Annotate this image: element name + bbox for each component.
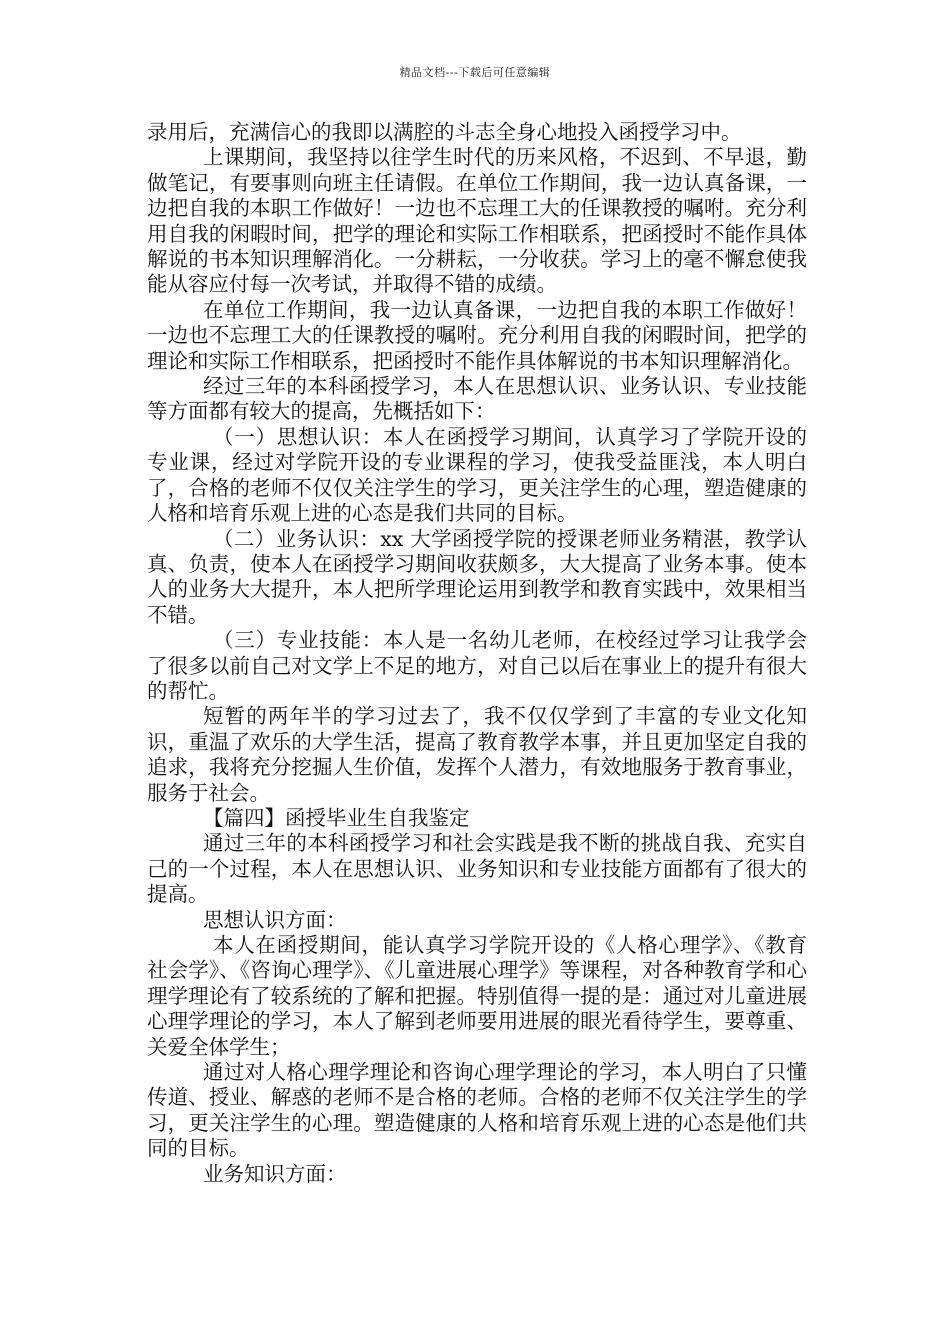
paragraph: 经过三年的本科函授学习，本人在思想认识、业务认识、专业技能等方面都有较大的提高，先概括如下： <box>147 374 807 424</box>
subheading: 业务知识方面： <box>203 1161 347 1186</box>
paragraph: 通过对人格心理学理论和咨询心理学理论的学习，本人明白了只懂传道、授业、解惑的老师不是合格的老师。合格的老师不仅关注学生的学习，更关注学生的心理。塑造健康的人格和培育乐观上进的心态是他们共同的目标。 <box>147 1060 807 1161</box>
paragraph: 上课期间，我坚持以往学生时代的历来风格，不迟到、不早退，勤做笔记，有要事则向班主任请假。在单位工作期间，我一边认真备课，一边把自我的本职工作做好！一边也不忘理工大的任课教授的嘱咐。充分利用自我的闲暇时间，把学的理论和实际工作相联系，把函授时不能作具体解说的书本知识理解消化。一分耕耘，一分收获。学习上的毫不懈怠使我能从容应付每一次考试，并取得不错的成绩。 <box>147 145 807 297</box>
page-header: 精品文档---下载后可任意编辑 <box>399 66 551 79</box>
paragraph: 通过三年的本科函授学习和社会实践是我不断的挑战自我、充实自己的一个过程，本人在思想认识、业务知识和专业技能方面都有了很大的提高。 <box>147 831 807 907</box>
paragraph: 短暂的两年半的学习过去了，我不仅仅学到了丰富的专业文化知识，重温了欢乐的大学生活，提高了教育教学本事，并且更加坚定自我的追求，我将充分挖掘人生价值，发挥个人潜力，有效地服务于教育事业，服务于社会。 <box>147 704 807 805</box>
section-heading: 【篇四】函授毕业生自我鉴定 <box>203 805 470 830</box>
document-body <box>147 120 807 1187</box>
paragraph: （三）专业技能：本人是一名幼儿老师，在校经过学习让我学会了很多以前自己对文学上不足的地方，对自己以后在事业上的提升有很大的帮忙。 <box>147 628 807 703</box>
paragraph: （一）思想认识：本人在函授学习期间，认真学习了学院开设的专业课，经过对学院开设的专业课程的学习，使我受益匪浅，本人明白了，合格的老师不仅仅关注学生的学习，更关注学生的心理，塑造健康的人格和培育乐观上进的心态是我们共同的目标。 <box>147 424 807 526</box>
paragraph: 录用后，充满信心的我即以满腔的斗志全身心地投入函授学习中。 <box>147 120 742 144</box>
paragraph: （二）业务认识：xx 大学函授学院的授课老师业务精湛，教学认真、负责，使本人在函授学习期间收获颇多，大大提高了业务本事。使本人的业务大大提升，本人把所学理论运用到教学和教育实践中，效果相当不错。 <box>147 526 807 627</box>
subheading: 思想认识方面： <box>203 907 347 932</box>
paragraph: 本人在函授期间，能认真学习学院开设的《人格心理学》、《教育社会学》、《咨询心理学》、《儿童进展心理学》等课程，对各种教育学和心理学理论有了较系统的了解和把握。特别值得一提的是：通过对儿童进展心理学理论的学习，本人了解到老师要用进展的眼光看待学生，要尊重、关爱全体学生； <box>147 933 807 1059</box>
paragraph: 在单位工作期间，我一边认真备课，一边把自我的本职工作做好！一边也不忘理工大的任课教授的嘱咐。充分利用自我的闲暇时间，把学的理论和实际工作相联系，把函授时不能作具体解说的书本知识理解消化。 <box>147 297 807 373</box>
